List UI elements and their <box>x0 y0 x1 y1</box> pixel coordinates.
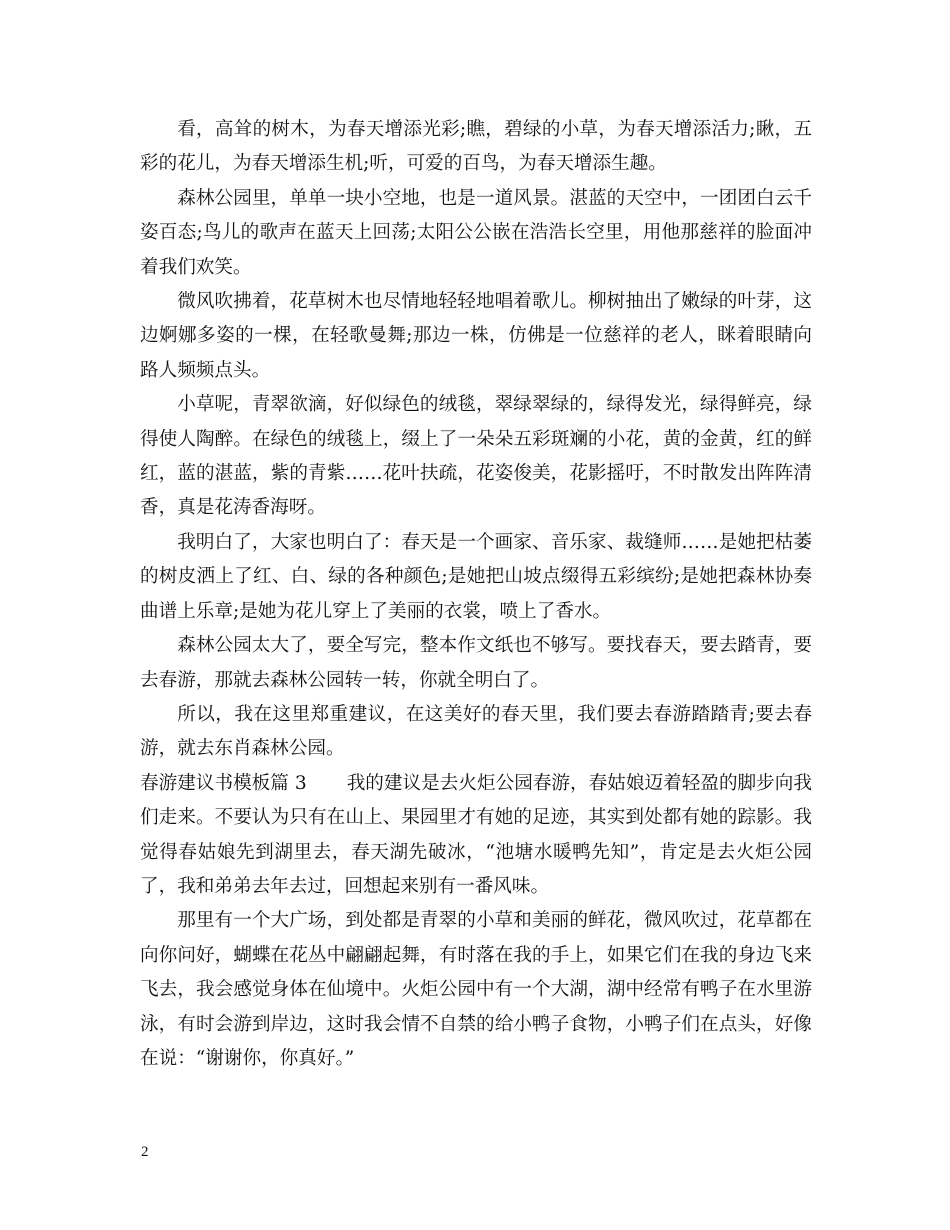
section-paragraph <box>140 767 812 905</box>
page-number: 2 <box>141 1144 149 1160</box>
paragraph: 那里有一个大广场，到处都是青翠的小草和美丽的鲜花，微风吹过，花草都在向你问好，蝴蝶在花丛中翩翩起舞，有时落在我的手上，如果它们在我的身边飞来飞去，我会感觉身体在仙境中。火炬公园中有一个大湖，湖中经常有鸭子在水里游泳，有时会游到岸边，这时我会情不自禁的给小鸭子食物，小鸭子们在点头，好像在说：“谢谢你，你真好。” <box>140 910 812 1069</box>
section-heading: 春游建议书模板篇 3 <box>140 772 307 794</box>
paragraph: 看，高耸的树木，为春天增添光彩;瞧，碧绿的小草，为春天增添活力;瞅，五彩的花儿，为春天增添生机;听，可爱的百鸟，为春天增添生趣。 <box>140 119 812 175</box>
document-body <box>140 113 812 1076</box>
paragraph: 微风吹拂着，花草树木也尽情地轻轻地唱着歌儿。柳树抽出了嫩绿的叶芽，这边婀娜多姿的一棵，在轻歌曼舞;那边一株，仿佛是一位慈祥的老人，眯着眼睛向路人频频点头。 <box>140 291 812 381</box>
paragraph: 森林公园里，单单一块小空地，也是一道风景。湛蓝的天空中，一团团白云千姿百态;鸟儿的歌声在蓝天上回荡;太阳公公嵌在浩浩长空里，用他那慈祥的脸面冲着我们欢笑。 <box>140 187 812 278</box>
paragraph: 小草呢，青翠欲滴，好似绿色的绒毯，翠绿翠绿的，绿得发光，绿得鲜亮，绿得使人陶醉。在绿色的绒毯上，缀上了一朵朵五彩斑斓的小花，黄的金黄，红的鲜红，蓝的湛蓝，紫的青紫……花叶扶疏，花姿俊美，花影摇吁，不时散发出阵阵清香，真是花涛香海呀。 <box>140 394 812 519</box>
paragraph: 森林公园太大了，要全写完，整本作文纸也不够写。要找春天，要去踏青，要去春游，那就去森林公园转一转，你就全明白了。 <box>140 635 812 691</box>
paragraph: 所以，我在这里郑重建议，在这美好的春天里，我们要去春游踏踏青;要去春游，就去东肖森林公园。 <box>140 703 812 760</box>
paragraph: 我明白了，大家也明白了：春天是一个画家、音乐家、裁缝师……是她把枯萎的树皮洒上了红、白、绿的各种颜色;是她把山坡点缀得五彩缤纷;是她把森林协奏曲谱上乐章;是她为花儿穿上了美丽的衣裳，喷上了香水。 <box>140 531 812 622</box>
section-heading-text: 我的建议是去火炬公园春游，春姑娘迈着轻盈的脚步向我们走来。不要认为只有在山上、果园里才有她的足迹，其实到处都有她的踪影。我觉得春姑娘先到湖里去，春天湖先破冰，“池塘水暖鸭先知”，肯定是去火炬公园了，我和弟弟去年去过，回想起来别有一番风味。 <box>140 772 812 897</box>
